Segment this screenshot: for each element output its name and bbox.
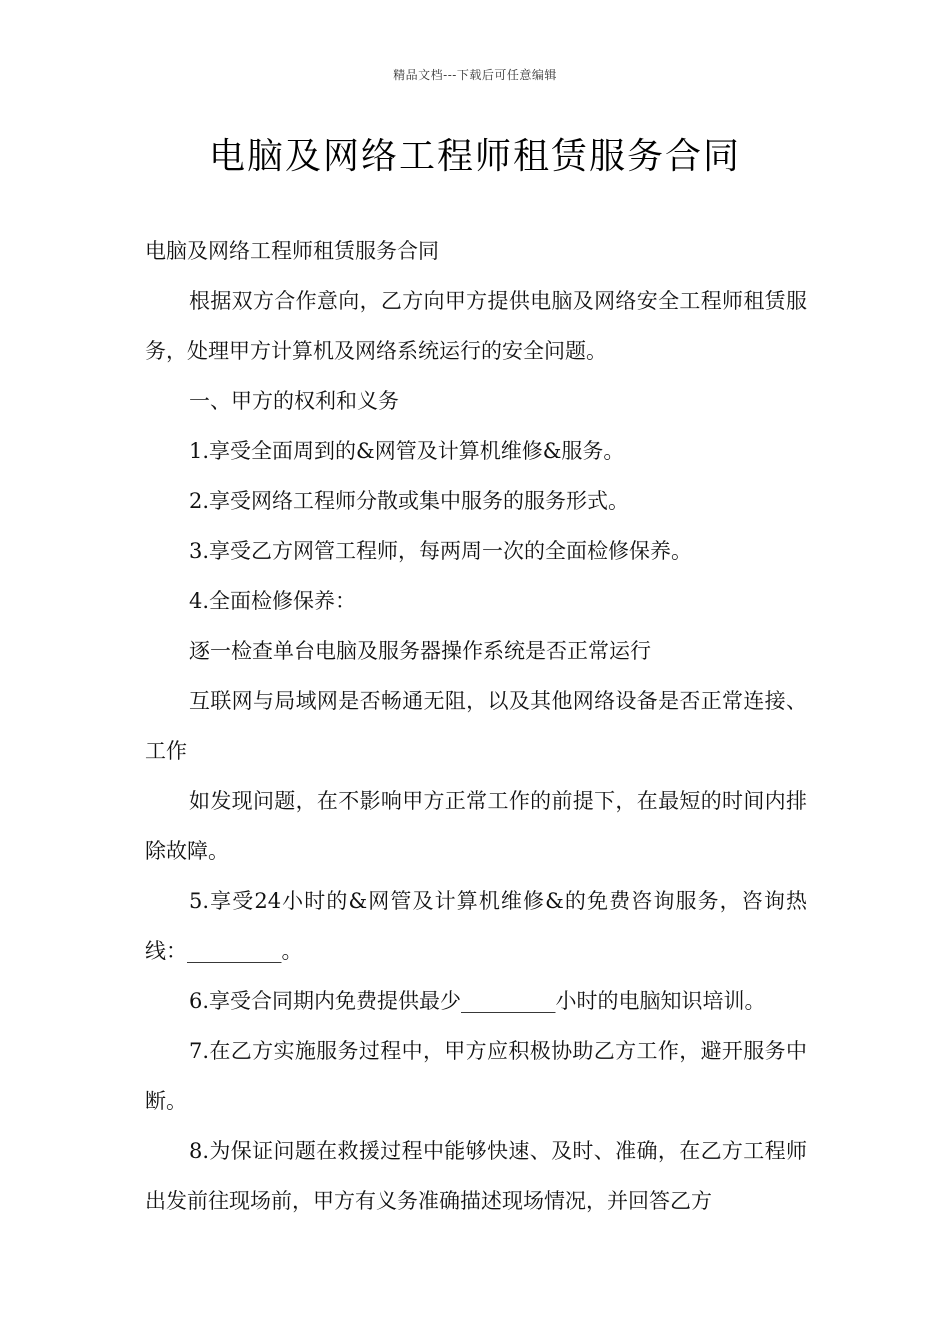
paragraph-subtitle: 电脑及网络工程师租赁服务合同 xyxy=(145,239,439,263)
clause-5: 5.享受24小时的&网管及计算机维修&的免费咨询服务，咨询热线：_________。 xyxy=(145,889,807,963)
clause-4: 4.全面检修保养： xyxy=(189,589,357,613)
paragraph-intro: 根据双方合作意向，乙方向甲方提供电脑及网络安全工程师租赁服务，处理甲方计算机及网络系统运行的安全问题。 xyxy=(145,289,807,363)
header-note: 精品文档---下载后可任意编辑 xyxy=(393,68,557,82)
document-body xyxy=(145,226,807,1226)
clause-8: 8.为保证问题在救援过程中能够快速、及时、准确，在乙方工程师出发前往现场前，甲方有义务准确描述现场情况，并回答乙方 xyxy=(145,1139,807,1213)
section-heading-party-a: 一、甲方的权利和义务 xyxy=(189,389,399,413)
clause-6: 6.享受合同期内免费提供最少_________小时的电脑知识培训。 xyxy=(189,989,766,1013)
clause-2: 2.享受网络工程师分散或集中服务的服务形式。 xyxy=(189,489,630,513)
clause-3: 3.享受乙方网管工程师，每两周一次的全面检修保养。 xyxy=(189,539,693,563)
clause-4-item-3: 如发现问题，在不影响甲方正常工作的前提下，在最短的时间内排除故障。 xyxy=(145,789,807,863)
clause-4-item-2: 互联网与局域网是否畅通无阻，以及其他网络设备是否正常连接、工作 xyxy=(145,689,807,763)
clause-1: 1.享受全面周到的&网管及计算机维修&服务。 xyxy=(189,439,625,463)
document-title: 电脑及网络工程师租赁服务合同 xyxy=(208,136,741,177)
clause-4-item-1: 逐一检查单台电脑及服务器操作系统是否正常运行 xyxy=(189,639,651,663)
clause-7: 7.在乙方实施服务过程中，甲方应积极协助乙方工作，避开服务中断。 xyxy=(145,1039,807,1113)
